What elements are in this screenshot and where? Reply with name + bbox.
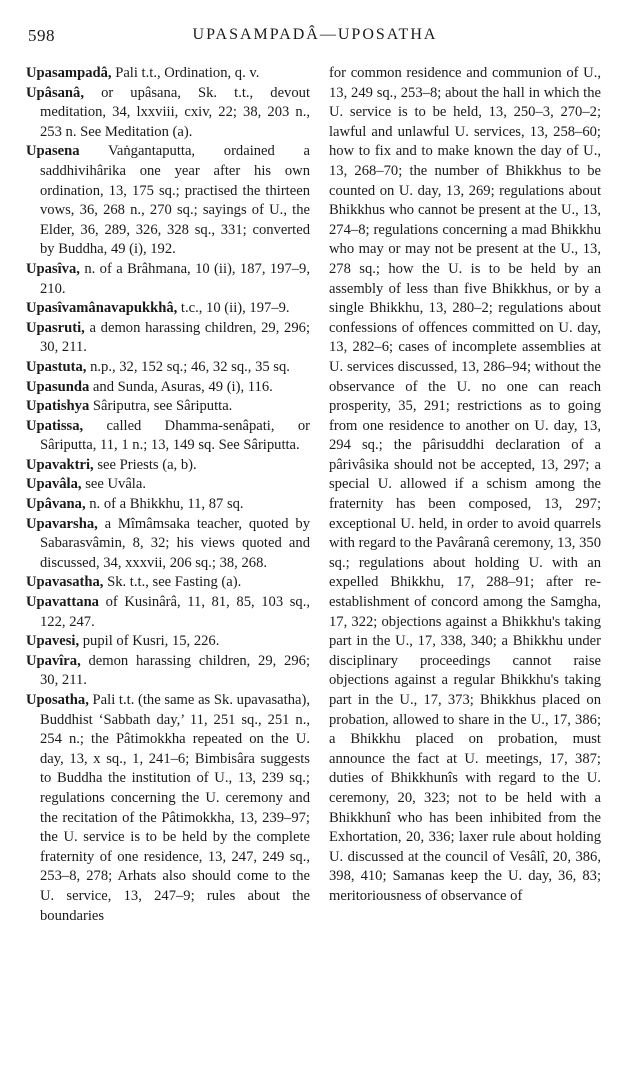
index-entry xyxy=(26,593,310,632)
entry-headword: Upavarsha, xyxy=(26,515,98,532)
entry-headword: Upasunda xyxy=(26,378,90,395)
entry-text: n.p., 32, 152 sq.; 46, 32 sq., 35 sq. xyxy=(86,358,290,375)
right-column xyxy=(329,64,601,907)
entry-text: Pali t.t. (the same as Sk. upavasatha), Buddhist ‘Sabbath day,’ 11, 251 sq., 251 n., 254 n.; the Pâtimokkha repeated on the U. day, 13, x sq., 1, 241–6; Bimbisâra suggests to Buddha the institution of U., 13, 239 sq.; regulations concerning the U. ceremony and the recitation of the Pâtimokkha, 13, 239–97; the U. service is to be held by the complete fraternity of one residence, 13, 247, 249 sq., 253–8, 278; Arhats also should come to the U. service, 13, 247–9; rules about the boundaries xyxy=(40,692,310,924)
index-entry xyxy=(26,142,310,260)
index-entry xyxy=(26,456,310,476)
entry-text: and Sunda, Asuras, 49 (i), 116. xyxy=(89,378,273,395)
entry-text: demon harassing children, 29, 296; 30, 211. xyxy=(40,652,310,689)
index-entry xyxy=(26,84,310,143)
entry-headword: Upasampadâ, xyxy=(26,65,112,81)
entry-headword: Upavattana xyxy=(26,594,99,611)
entry-headword: Upavaktri, xyxy=(26,456,94,473)
entry-text: or upâsana, Sk. t.t., devout meditation, 34, lxxviii, cxiv, 22; 38, 203 n., 253 n. See Meditation (a). xyxy=(40,84,310,140)
index-entry xyxy=(26,632,310,652)
index-entry xyxy=(26,652,310,691)
entry-headword: Uposatha, xyxy=(26,692,89,708)
index-entry xyxy=(26,573,310,593)
entry-headword: Upavîra, xyxy=(26,652,81,669)
entry-headword: Upavasatha, xyxy=(26,574,104,591)
continued-entry-text: for common residence and communion of U., 13, 249 sq., 253–8; about the hall in which the U. service is to be held, 13, 250–3, 270–2; lawful and unlawful U. services, 13, 258–60; how to fix and to make known the day of U., 13, 268–70; the number of Bhikkhus to be counted on U. day, 13, 269; regulations about Bhikkhus who cannot be present at the U., 13, 274–8; regulations concerning a mad Bhikkhu who may or may not be present at the U., 13, 278 sq.; how the U. is to be held by an assembly of less than five Bhikkhus, or by a single Bhikkhu, 13, 280–2; regulations about confessions of offences committed on U. day, 13, 282–6; cases of incomplete assemblies at U. services discussed, 13, 286–94; without the observance of the U. no one can reach prosperity, 35, 291; restrictions as to going from one residence to another on U. day, 13, 294 sq.; the pârisuddhi declaration of a pârivâsika should not be accepted, 13, 297; a special U. allowed if a schism among the fraternity has been composed, 13, 297; exceptional U. held, in order to avoid quarrels with regard to the Pavâranâ ceremony, 13, 350 sq.; regulations about holding U. with an expelled Bhikkhu, 17, 288–91; after re-establishment of concord among the Samgha, 17, 322; objections against a Bhikkhu's taking part in the U., 17, 338, 340; a Bhikkhu under disciplinary proceedings cannot raise objections against a regular Bhikkhu's taking part in the U., 17, 373; Bhikkhus placed on probation, allowed to share in the U., 17, 386; a Bhikkhu placed on probation, must announce the fact at U. meetings, 17, 387; duties of Bhikkhunîs with regard to the U. ceremony, 20, 323; not to be held with a Bhikkhunî who has been inhibited from the Exhortation, 20, 336; laxer rule about holding U. discussed at the council of Vesâlî, 20, 386, 398, 410; Samanas keep the U. day, 36, 83; meritoriousness of observance of xyxy=(329,65,601,904)
entry-text: Vaṅgantaputta, ordained a saddhivihârika one year after his own ordination, 13, 175 sq.; practised the thirteen vows, 36, 268 n., 270 sq.; sayings of U., the Elder, 36, 289, 326, 328 sq., 331; converted by Buddha, 49 (i), 192. xyxy=(40,143,310,258)
entry-text: Pali t.t., Ordination, q. v. xyxy=(111,65,260,81)
entry-text: a Mîmâmsaka teacher, quoted by Sabarasvâmin, 8, 32; his views quoted and discussed, 34, xxxvii, 206 sq.; 38, 268. xyxy=(40,515,310,571)
entry-text: Sâriputra, see Sâriputta. xyxy=(89,398,233,415)
entry-text: of Kusinârâ, 11, 81, 85, 103 sq., 122, 247. xyxy=(40,594,310,630)
index-entry xyxy=(26,475,310,495)
entry-text: n. of a Brâhmana, 10 (ii), 187, 197–9, 210. xyxy=(40,260,310,297)
entry-text: Sk. t.t., see Fasting (a). xyxy=(103,574,242,591)
entry-headword: Upavesi, xyxy=(26,633,80,650)
index-entry xyxy=(26,260,310,299)
entry-text: t.c., 10 (ii), 197–9. xyxy=(177,300,290,317)
index-entry xyxy=(26,515,310,574)
entry-headword: Upasîvamânavapukkhâ, xyxy=(26,300,178,317)
entry-headword: Upâsanâ, xyxy=(26,84,84,101)
page-number: 598 xyxy=(28,26,55,45)
entry-headword: Upasena xyxy=(26,143,80,160)
index-entry xyxy=(26,319,310,358)
entry-headword: Upatishya xyxy=(26,398,90,415)
entry-text: see Uvâla. xyxy=(81,476,146,493)
left-column xyxy=(26,64,310,926)
entry-text: see Priests (a, b). xyxy=(93,456,197,473)
entry-headword: Upasîva, xyxy=(26,260,80,277)
index-entry xyxy=(26,358,310,378)
entry-text: n. of a Bhikkhu, 11, 87 sq. xyxy=(85,496,244,513)
entry-text: pupil of Kusri, 15, 226. xyxy=(79,633,220,650)
entry-text: called Dhamma-senâpati, or Sâriputta, 11, 1 n.; 13, 149 sq. See Sâriputta. xyxy=(40,417,310,454)
running-head: UPASAMPADÂ—UPOSATHA xyxy=(192,26,438,43)
entry-headword: Upastuta, xyxy=(26,358,87,375)
index-entry xyxy=(26,691,310,926)
index-entry xyxy=(26,397,310,417)
index-entry xyxy=(26,64,310,84)
entry-headword: Upavâla, xyxy=(26,476,82,493)
entry-headword: Upasruti, xyxy=(26,319,85,336)
page-header xyxy=(28,26,602,50)
index-entry xyxy=(26,495,310,515)
index-entry xyxy=(26,417,310,456)
entry-text: a demon harassing children, 29, 296; 30, 211. xyxy=(40,319,310,356)
index-entry xyxy=(26,299,310,319)
entry-headword: Upâvana, xyxy=(26,496,86,513)
index-entry xyxy=(26,378,310,398)
entry-headword: Upatissa, xyxy=(26,417,84,434)
